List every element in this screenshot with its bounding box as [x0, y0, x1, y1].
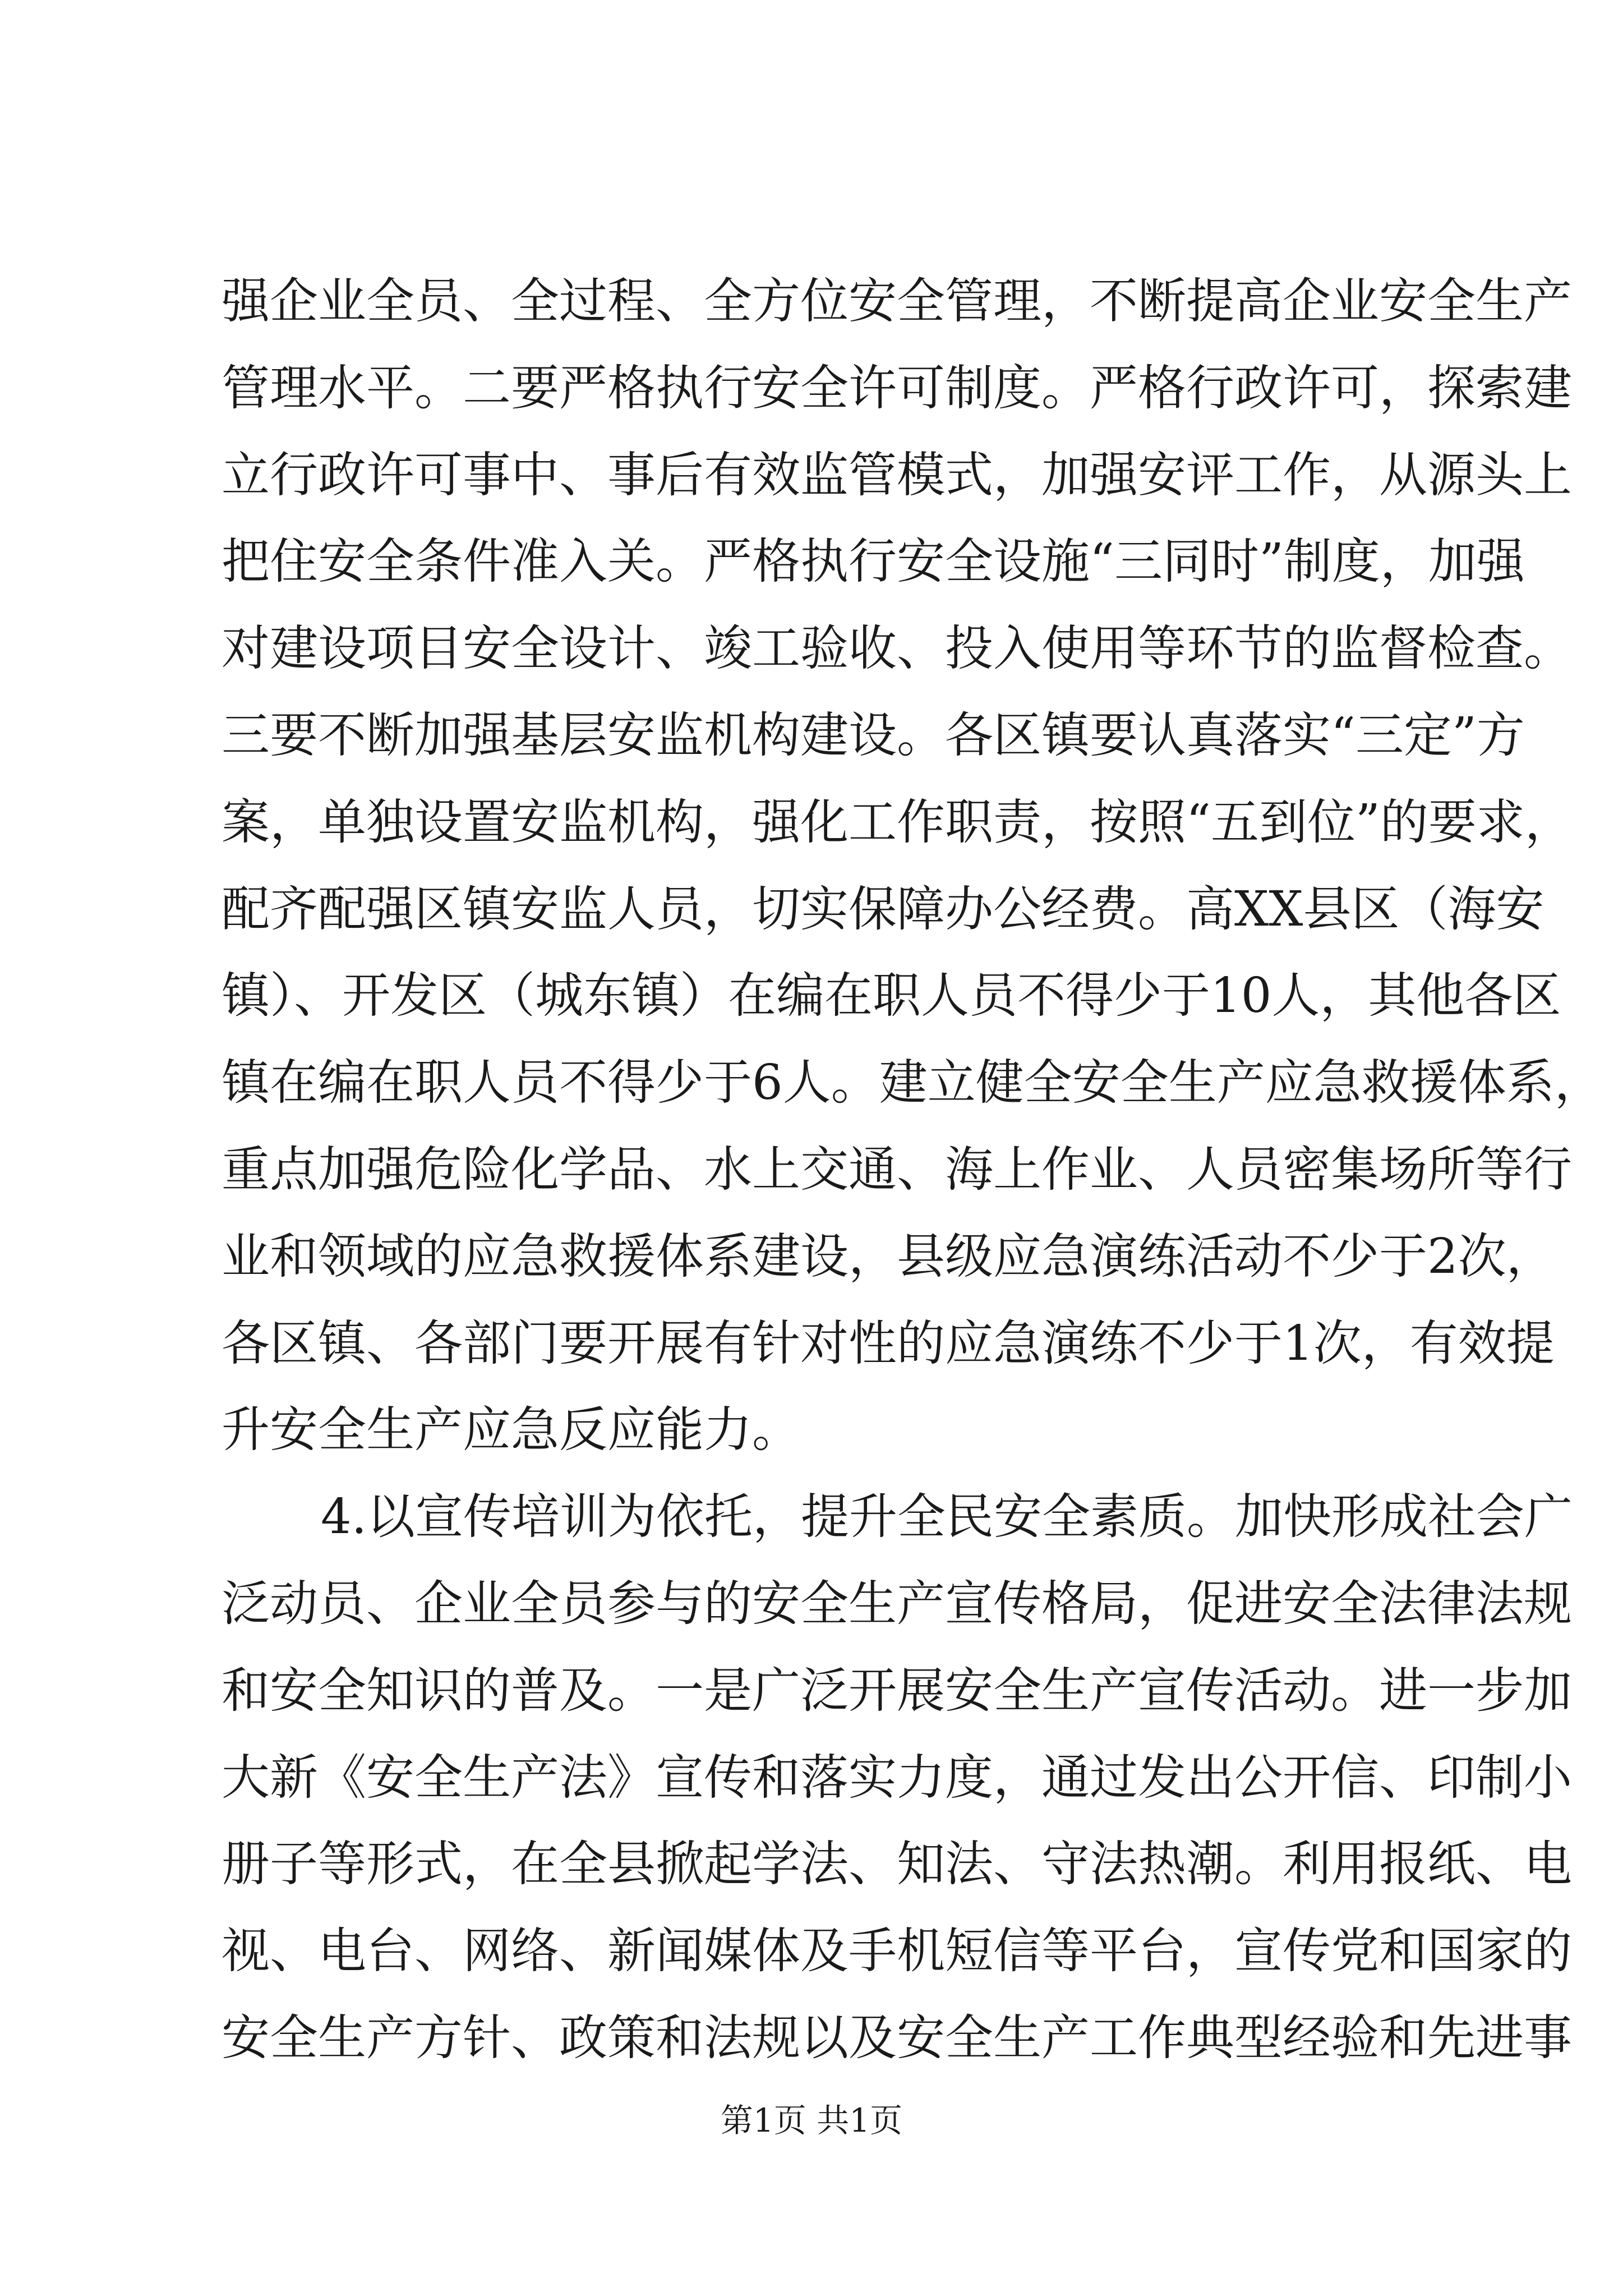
text-line: 管理水平。二要严格执行安全许可制度。严格行政许可，探索建 — [222, 360, 1572, 416]
text-line: 安全生产方针、政策和法规以及安全生产工作典型经验和先进事 — [222, 2010, 1572, 2066]
text-line: 和安全知识的普及。一是广泛开展安全生产宣传活动。进一步加 — [222, 1663, 1572, 1719]
text-line: 强企业全员、全过程、全方位安全管理，不断提高企业安全生产 — [222, 273, 1572, 329]
text-line: 立行政许可事中、事后有效监管模式，加强安评工作，从源头上 — [222, 447, 1572, 503]
text-line: 大新《安全生产法》宣传和落实力度，通过发出公开信、印制小 — [222, 1750, 1572, 1806]
text-line: 各区镇、各部门要开展有针对性的应急演练不少于1次，有效提 — [222, 1315, 1555, 1372]
text-line: 把住安全条件准入关。严格执行安全设施“三同时”制度，加强 — [222, 533, 1525, 590]
text-line: 配齐配强区镇安监人员，切实保障办公经费。高XX县区（海安 — [222, 881, 1544, 937]
page-footer: 第1页 共1页 — [720, 2101, 903, 2139]
text-line: 三要不断加强基层安监机构建设。各区镇要认真落实“三定”方 — [222, 707, 1525, 763]
text-line: 视、电台、网络、新闻媒体及手机短信等平台，宣传党和国家的 — [222, 1923, 1572, 1979]
text-line: 泛动员、企业全员参与的安全生产宣传格局，促进安全法律法规 — [222, 1576, 1572, 1632]
text-line: 业和领域的应急救援体系建设，县级应急演练活动不少于2次， — [222, 1228, 1555, 1285]
text-line: 对建设项目安全设计、竣工验收、投入使用等环节的监督检查。 — [222, 620, 1572, 677]
text-line: 镇在编在职人员不得少于6人。建立健全安全生产应急救援体系， — [222, 1055, 1603, 1111]
paragraph-first-line: 4.以宣传培训为依托，提升全民安全素质。加快形成社会广 — [321, 1489, 1573, 1545]
text-line: 册子等形式，在全县掀起学法、知法、守法热潮。利用报纸、电 — [222, 1836, 1572, 1892]
text-line: 案，单独设置安监机构，强化工作职责，按照“五到位”的要求， — [222, 794, 1573, 850]
text-line: 重点加强危险化学品、水上交通、海上作业、人员密集场所等行 — [222, 1142, 1572, 1198]
text-line: 升安全生产应急反应能力。 — [222, 1402, 800, 1458]
text-line: 镇）、开发区（城东镇）在编在职人员不得少于10人，其他各区 — [222, 968, 1561, 1024]
